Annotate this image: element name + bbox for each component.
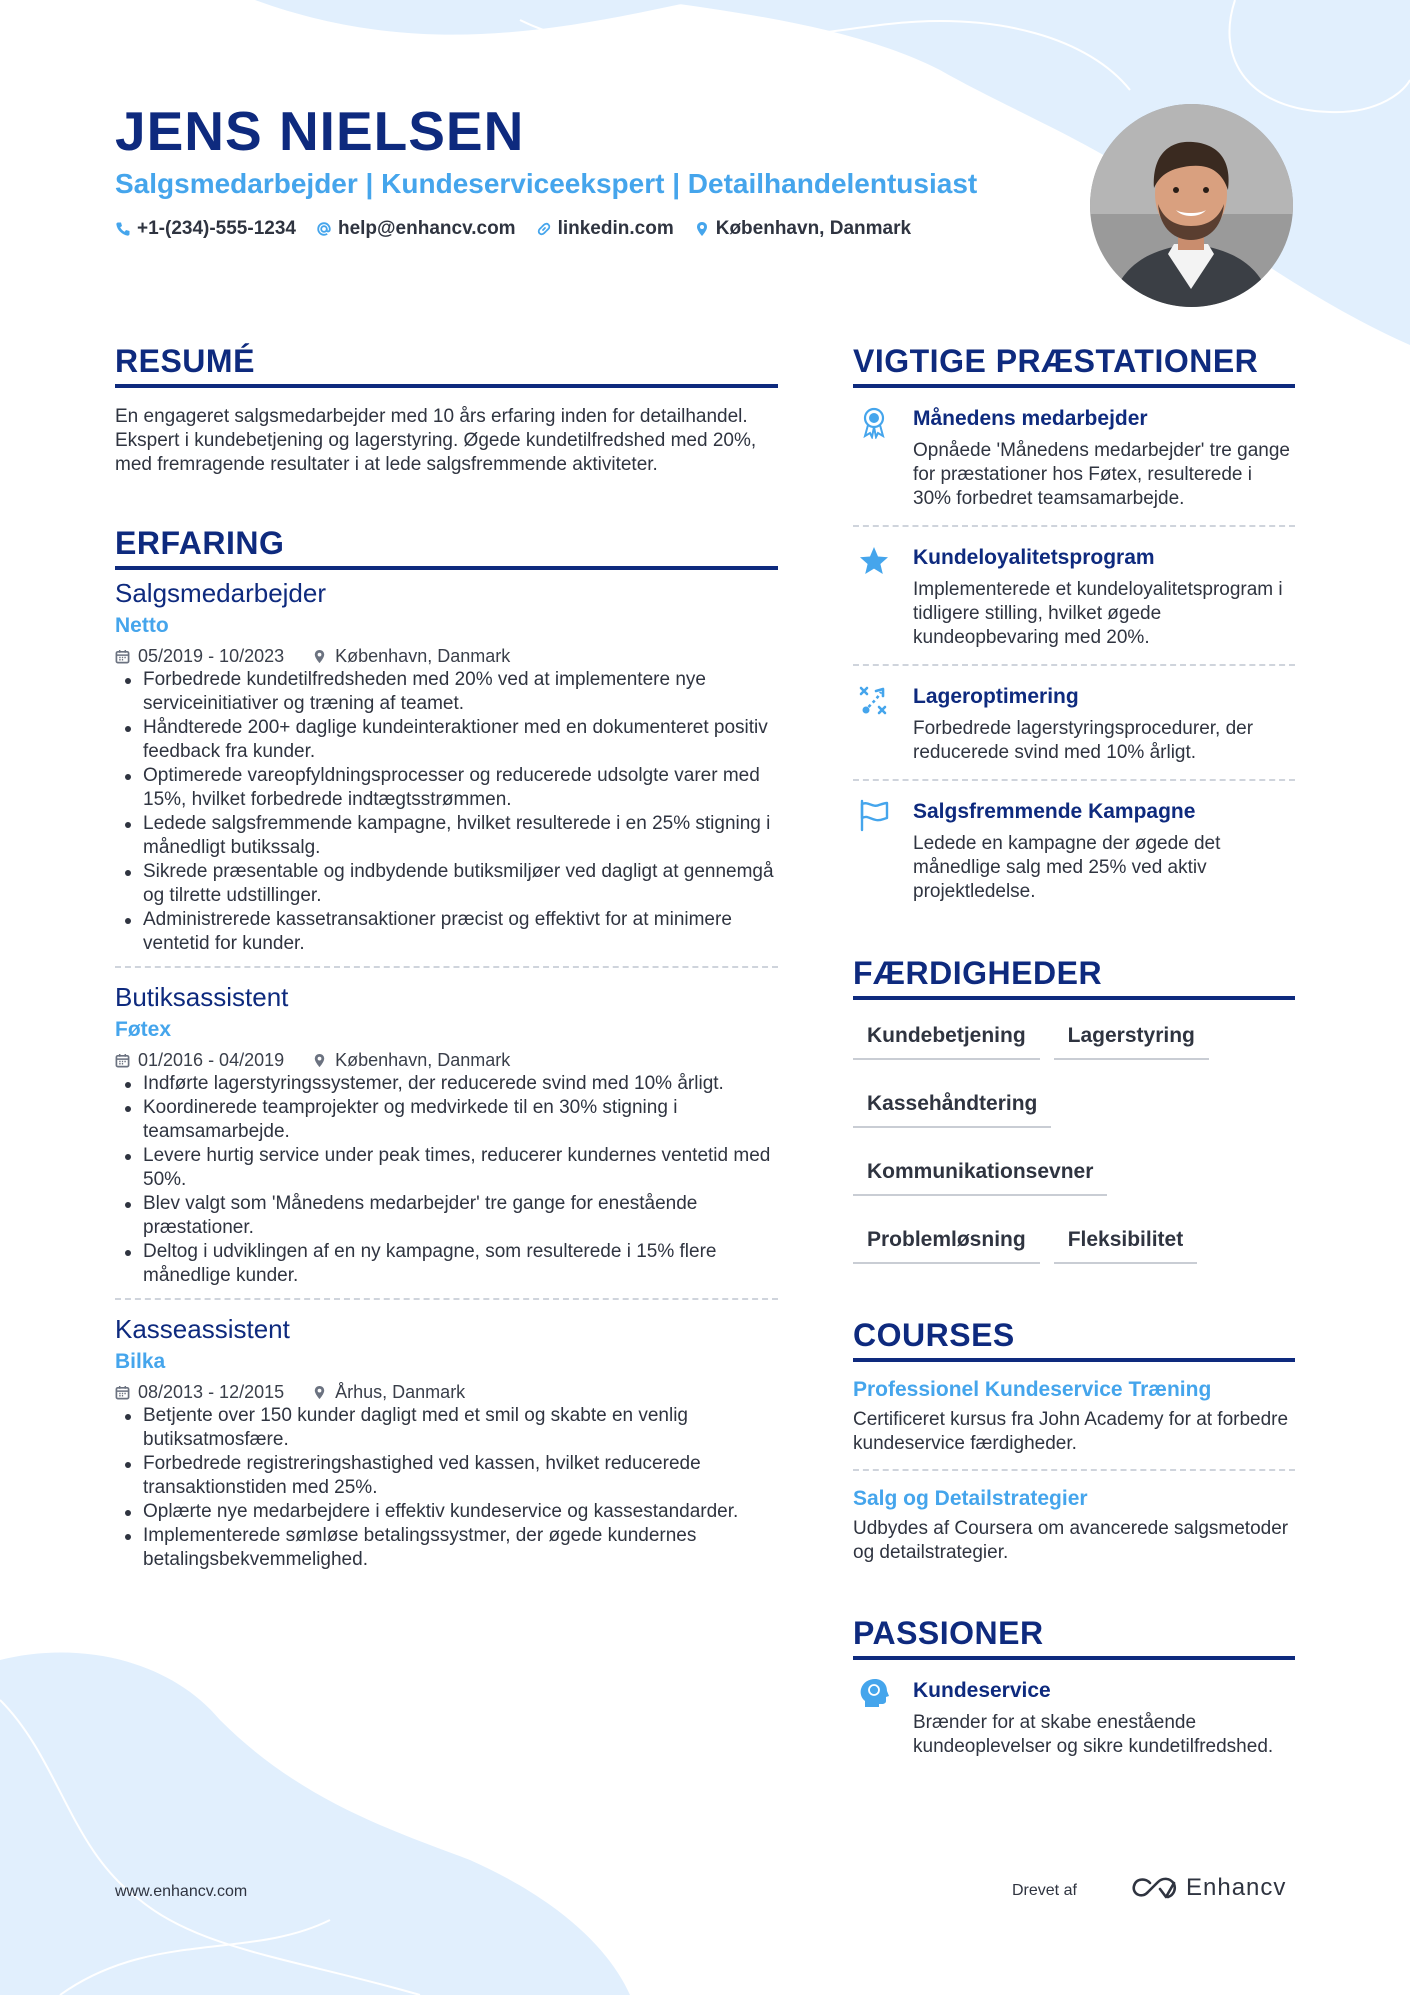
calendar-icon: [115, 649, 130, 664]
job-meta: [115, 644, 778, 668]
company-name: Føtex: [115, 1018, 172, 1041]
skills-list: [853, 1012, 1295, 1284]
bullet-item: Oplærte nye medarbejdere i effektiv kundeservice og kassestandarder.: [115, 1500, 778, 1524]
skill-tag: Kundebetjening: [853, 1012, 1040, 1060]
job-dates: 08/2013 - 12/2015: [138, 1382, 285, 1402]
passion-desc: Brænder for at skabe enestående kundeoplevelser og sikre kundetilfredshed.: [913, 1712, 1274, 1757]
bullet-item: Ledede salgsfremmende kampagne, hvilket resulterede i en 25% stigning i månedligt butikssalg.: [115, 812, 778, 860]
brand-name: Enhancv: [1186, 1874, 1287, 1901]
contact-email[interactable]: [316, 218, 516, 240]
bullet-item: Forbedrede registreringshastighed ved kassen, hvilket reducerede transaktionstiden med 25%.: [115, 1452, 778, 1500]
phone-icon: [115, 221, 131, 237]
contact-phone[interactable]: [115, 218, 296, 240]
profile-photo: [1090, 104, 1293, 307]
achievement-desc: Forbedrede lagerstyringsprocedurer, der reducerede svind med 10% årligt.: [913, 718, 1254, 763]
bullet-item: Levere hurtig service under peak times, reducerer kundernes ventetid med 50%.: [115, 1144, 778, 1192]
enhancv-logo-icon: [1130, 1875, 1178, 1901]
job-meta: [115, 1380, 778, 1404]
skills-section: [853, 952, 1295, 1284]
job-entry: [115, 576, 778, 966]
achievements-section: [853, 340, 1295, 918]
course-desc: Udbydes af Coursera om avancerede salgsmetoder og detailstrategier.: [853, 1518, 1289, 1563]
phone-number: +1-(234)-555-1234: [137, 218, 296, 239]
right-column: [853, 340, 1295, 1773]
achievement-item: [853, 779, 1295, 918]
contact-info: [115, 218, 931, 240]
achievement-item: [853, 525, 1295, 664]
job-bullets: [115, 1072, 778, 1288]
achievement-item: [853, 388, 1295, 525]
job-meta: [115, 1048, 778, 1072]
bullet-item: Sikrede præsentable og indbydende butiksmiljøer ved dagligt at gennemgå og tilrette udstillinger.: [115, 860, 778, 908]
calendar-icon: [115, 1385, 130, 1400]
job-bullets: [115, 668, 778, 956]
linkedin-link: linkedin.com: [557, 218, 674, 239]
skills-heading: FÆRDIGHEDER: [853, 952, 1295, 1000]
star-icon: [857, 544, 891, 578]
experience-section: [115, 522, 778, 1582]
contact-linkedin[interactable]: [536, 218, 674, 240]
location-text: København, Danmark: [715, 218, 912, 239]
course-item: [853, 1469, 1295, 1578]
footer-website[interactable]: www.enhancv.com: [115, 1883, 248, 1900]
bullet-item: Forbedrede kundetilfredsheden med 20% ved at implementere nye serviceinitiativer og træning af teamet.: [115, 668, 778, 716]
passions-heading: PASSIONER: [853, 1612, 1295, 1660]
job-dates: 01/2016 - 04/2019: [138, 1050, 285, 1070]
job-bullets: [115, 1404, 778, 1572]
bullet-item: Håndterede 200+ daglige kundeinteraktioner med en dokumenteret positiv feedback fra kunder.: [115, 716, 778, 764]
achievement-desc: Opnåede 'Månedens medarbejder' tre gange for præstationer hos Føtex, resulterede i 30% forbedret teamsamarbejde.: [913, 440, 1290, 509]
location-pin-icon: [694, 221, 710, 237]
achievement-title: Salgsfremmende Kampagne: [913, 800, 1196, 823]
passions-section: [853, 1612, 1295, 1773]
bullet-item: Implementerede sømløse betalingssystmer, der øgede kundernes betalingsbekvemmelighed.: [115, 1524, 778, 1572]
left-column: [115, 340, 778, 1582]
calendar-icon: [115, 1053, 130, 1068]
headline-tagline: Salgsmedarbejder | Kundeserviceekspert | Detailhandelentusiast: [115, 168, 978, 199]
email-address: help@enhancv.com: [337, 218, 516, 239]
skill-tag: Fleksibilitet: [1054, 1216, 1198, 1264]
skill-tag: Kassehåndtering: [853, 1080, 1051, 1128]
link-icon: [536, 221, 552, 237]
passion-item: [853, 1660, 1295, 1773]
contact-location: [694, 218, 911, 240]
company-name: Netto: [115, 614, 169, 637]
medal-icon: [857, 405, 891, 439]
passion-title: Kundeservice: [913, 1679, 1051, 1702]
job-location: København, Danmark: [335, 1050, 511, 1070]
location-pin-icon: [312, 1053, 327, 1068]
location-pin-icon: [312, 1385, 327, 1400]
job-location: København, Danmark: [335, 646, 511, 666]
bullet-item: Indførte lagerstyringssystemer, der reducerede svind med 10% årligt.: [115, 1072, 778, 1096]
bullet-item: Betjente over 150 kunder dagligt med et smil og skabte en venlig butiksatmosfære.: [115, 1404, 778, 1452]
achievement-desc: Ledede en kampagne der øgede det månedlige salg med 25% ved aktiv projektledelse.: [913, 833, 1221, 902]
skill-tag: Problemløsning: [853, 1216, 1040, 1264]
job-entry: [115, 966, 778, 1298]
achievement-title: Lageroptimering: [913, 685, 1079, 708]
job-entry: [115, 1298, 778, 1582]
job-location: Århus, Danmark: [335, 1382, 466, 1402]
course-desc: Certificeret kursus fra John Academy for at forbedre kundeservice færdigheder.: [853, 1409, 1289, 1454]
bullet-item: Blev valgt som 'Månedens medarbejder' tre gange for enestående præstationer.: [115, 1192, 778, 1240]
skill-tag: Kommunikationsevner: [853, 1148, 1107, 1196]
course-title: Professionel Kundeservice Træning: [853, 1378, 1212, 1401]
job-title: Salgsmedarbejder: [115, 578, 327, 608]
job-title: Butiksassistent: [115, 982, 289, 1012]
bullet-item: Deltog i udviklingen af en ny kampagne, som resulterede i 15% flere månedlige kunder.: [115, 1240, 778, 1288]
skill-tag: Lagerstyring: [1054, 1012, 1209, 1060]
achievement-title: Månedens medarbejder: [913, 407, 1148, 430]
location-pin-icon: [312, 649, 327, 664]
at-icon: [316, 221, 332, 237]
bullet-item: Administrerede kassetransaktioner præcist og effektivt for at minimere ventetid for kunder.: [115, 908, 778, 956]
footer-powered-by: Drevet af: [1012, 1882, 1077, 1899]
company-name: Bilka: [115, 1350, 166, 1373]
head-icon: [857, 1677, 891, 1711]
achievement-title: Kundeloyalitetsprogram: [913, 546, 1155, 569]
course-item: [853, 1362, 1295, 1469]
summary-text: En engageret salgsmedarbejder med 10 års erfaring inden for detailhandel. Ekspert i kundebetjening og lagerstyring. Øgede kundetilfredshed med 20%, med fremragende resultater i at lede salgsfremmende aktiviteter.: [115, 406, 757, 475]
job-dates: 05/2019 - 10/2023: [138, 646, 285, 666]
summary-heading: RESUMÉ: [115, 340, 778, 388]
summary-section: [115, 340, 778, 477]
courses-section: [853, 1314, 1295, 1578]
experience-heading: ERFARING: [115, 522, 778, 570]
course-title: Salg og Detailstrategier: [853, 1487, 1088, 1510]
job-title: Kasseassistent: [115, 1314, 290, 1344]
achievement-item: [853, 664, 1295, 779]
candidate-name: JENS NIELSEN: [115, 100, 525, 162]
strategy-icon: [857, 683, 891, 717]
bullet-item: Koordinerede teamprojekter og medvirkede til en 30% stigning i teamsamarbejde.: [115, 1096, 778, 1144]
flag-icon: [857, 798, 891, 832]
achievement-desc: Implementerede et kundeloyalitetsprogram i tidligere stilling, hvilket øgede kundeopbevaring med 20%.: [913, 579, 1283, 648]
achievements-heading: VIGTIGE PRÆSTATIONER: [853, 340, 1295, 388]
bullet-item: Optimerede vareopfyldningsprocesser og reducerede udsolgte varer med 15%, hvilket forbedrede indtægtsstrømmen.: [115, 764, 778, 812]
brand-logo[interactable]: [1130, 1874, 1286, 1902]
courses-heading: COURSES: [853, 1314, 1295, 1362]
